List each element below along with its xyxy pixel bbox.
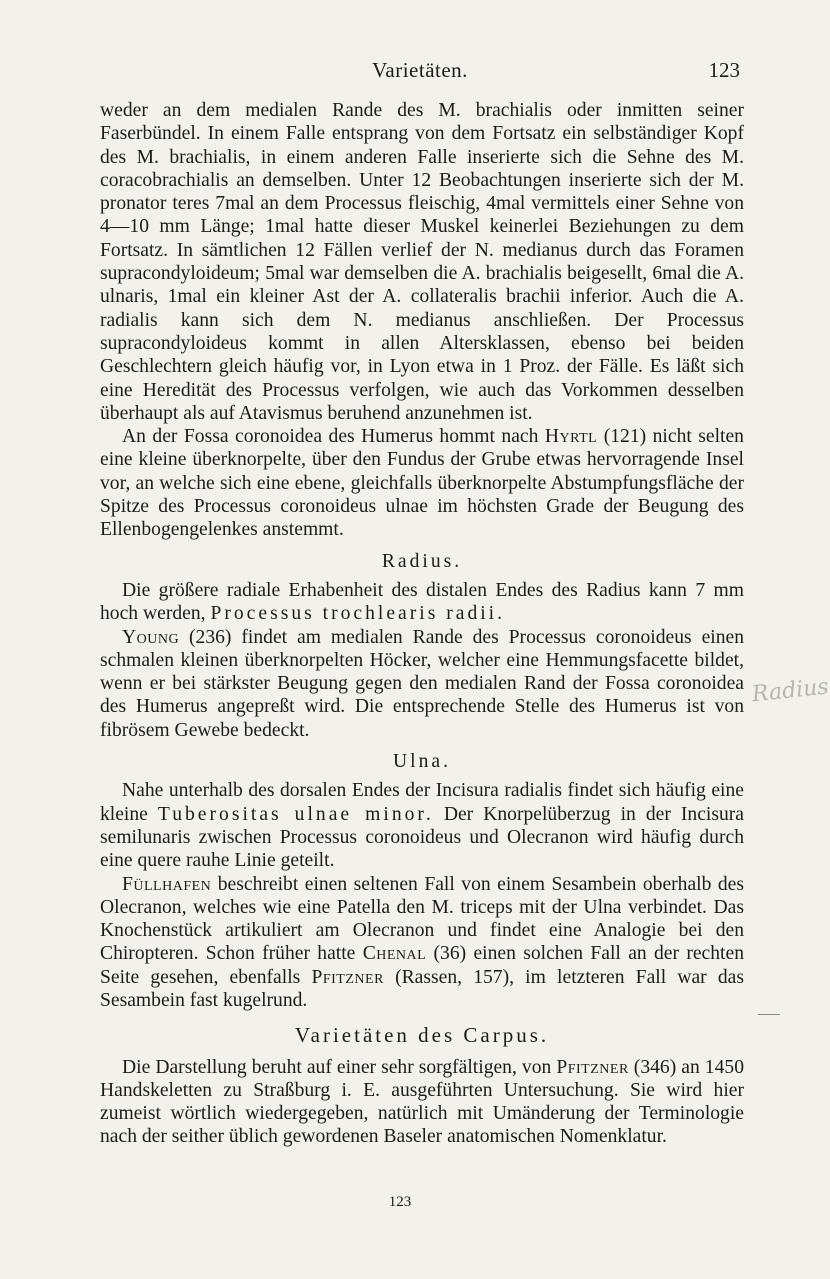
- term-processus-trochlearis: Processus trochlearis radii.: [210, 603, 506, 625]
- paragraph-sesambein: Füllhafen beschreibt einen seltenen Fall von einem Sesambein oberhalb des Olecranon, welches wie eine Patella den M. triceps mit der Ulna verbindet. Das Knochenstück artikuliert am Olecranon und findet eine Analogie bei den Chiropteren. Schon früher hatte Chenal (36) einen solchen Fall an der rechten Seite gesehen, ebenfalls Pfitzner (Rassen, 157), im letzteren Fall war das Sesambein fast kugelrund.: [100, 873, 744, 1011]
- heading-ulna: Ulna.: [393, 751, 451, 773]
- margin-pencil-mark: [758, 1014, 780, 1015]
- author-hyrtl: Hyrtl: [544, 426, 598, 448]
- paragraph-continuation: weder an dem medialen Rande des M. brachialis oder inmitten seiner Faserbündel. In einem Falle entsprang von dem Fortsatz ein selbständiger Kopf des M. brachialis, in einem anderen Falle inserierte sich die Sehne des M. coracobrachialis an demselben. Unter 12 Beobachtungen inserierte sich der M. pronator teres 7mal an dem Processus fleischig, 4mal vermittels einer Sehne von 4—10 mm Länge; 1mal hatte dieser Muskel keinerlei Beziehungen zu dem Fortsatz. In sämtlichen 12 Fällen verlief der N. medianus durch das Foramen supracondyloideum; 5mal war demselben die A. brachialis beigesellt, 6mal die A. ulnaris, 1mal ein kleiner Ast der A. collateralis brachii inferior. Auch die A. radialis kann sich dem N. medianus anschließen. Der Processus supracondyloideus kommt in allen Altersklassen, ebenso bei beiden Geschlechtern gleich häufig vor, in Lyon etwa in 1 Proz. der Fälle. Es läßt sich eine Heredität des Processus verfolgen, wie auch das Vorkommen desselben überhaupt als auf Atavismus beruhend anzunehmen ist.: [100, 100, 744, 424]
- heading-carpus: Varietäten des Carpus.: [294, 1023, 550, 1048]
- author-pfitzner-2: Pfitzner: [556, 1056, 629, 1078]
- author-fuellhafen: Füllhafen: [122, 873, 212, 895]
- page-body: [100, 99, 744, 1149]
- paragraph-fossa-coronoidea: An der Fossa coronoidea des Humerus hommt nach Hyrtl (121) nicht selten eine kleine überknorpelte, über den Fundus der Grube etwas hervorragende Insel vor, an welche sich eine ebene, gleichfalls überknorpelte Abstumpfungsfläche der Spitze des Processus coronoideus ulnae im höchsten Grade der Beugung des Ellenbogengelenkes anstemmt.: [100, 426, 744, 541]
- heading-radius: Radius.: [381, 550, 463, 572]
- page-header: [100, 58, 740, 88]
- handwritten-margin-note: Radius: [750, 674, 830, 708]
- header-page-number: 123: [708, 58, 740, 82]
- running-title: Varietäten.: [372, 58, 468, 82]
- term-tuberositas-ulnae-minor: Tuberositas ulnae minor.: [157, 803, 434, 825]
- author-pfitzner: Pfitzner: [311, 966, 384, 988]
- paragraph-ulna: Nahe unterhalb des dorsalen Endes der Incisura radialis findet sich häufig eine kleine Tuberositas ulnae minor. Der Knorpelüberzug in der Incisura semilunaris zwischen Processus coronoideus und Olecranon wird häufig durch eine quere rauhe Linie geteilt.: [100, 780, 745, 872]
- paragraph-young: Young (236) findet am medialen Rande des Processus coronoideus einen schmalen kleinen überknorpelten Höcker, welcher eine Hemmungsfacette bildet, wenn er bei stärkster Beugung gegen den medialen Rand der Fossa coronoidea des Humerus angepreßt wird. Die entsprechende Stelle des Humerus ist von fibrösem Gewebe bedeckt.: [100, 626, 744, 741]
- author-chenal: Chenal: [362, 943, 427, 965]
- footer-page-number: 123: [388, 1194, 412, 1210]
- paragraph-carpus: Die Darstellung beruht auf einer sehr sorgfältigen, von Pfitzner (346) an 1450 Handskeletten zu Straßburg i. E. ausgeführten Untersuchung. Sie wird hier zumeist wörtlich wiedergegeben, natürlich mit Umänderung der Terminologie nach der seither üblich gewordenen Baseler anatomischen Nomenklatur.: [100, 1056, 744, 1148]
- author-young: Young: [122, 626, 180, 648]
- paragraph-radius: Die größere radiale Erhabenheit des distalen Endes des Radius kann 7 mm hoch werden, Processus trochlearis radii.: [100, 579, 744, 625]
